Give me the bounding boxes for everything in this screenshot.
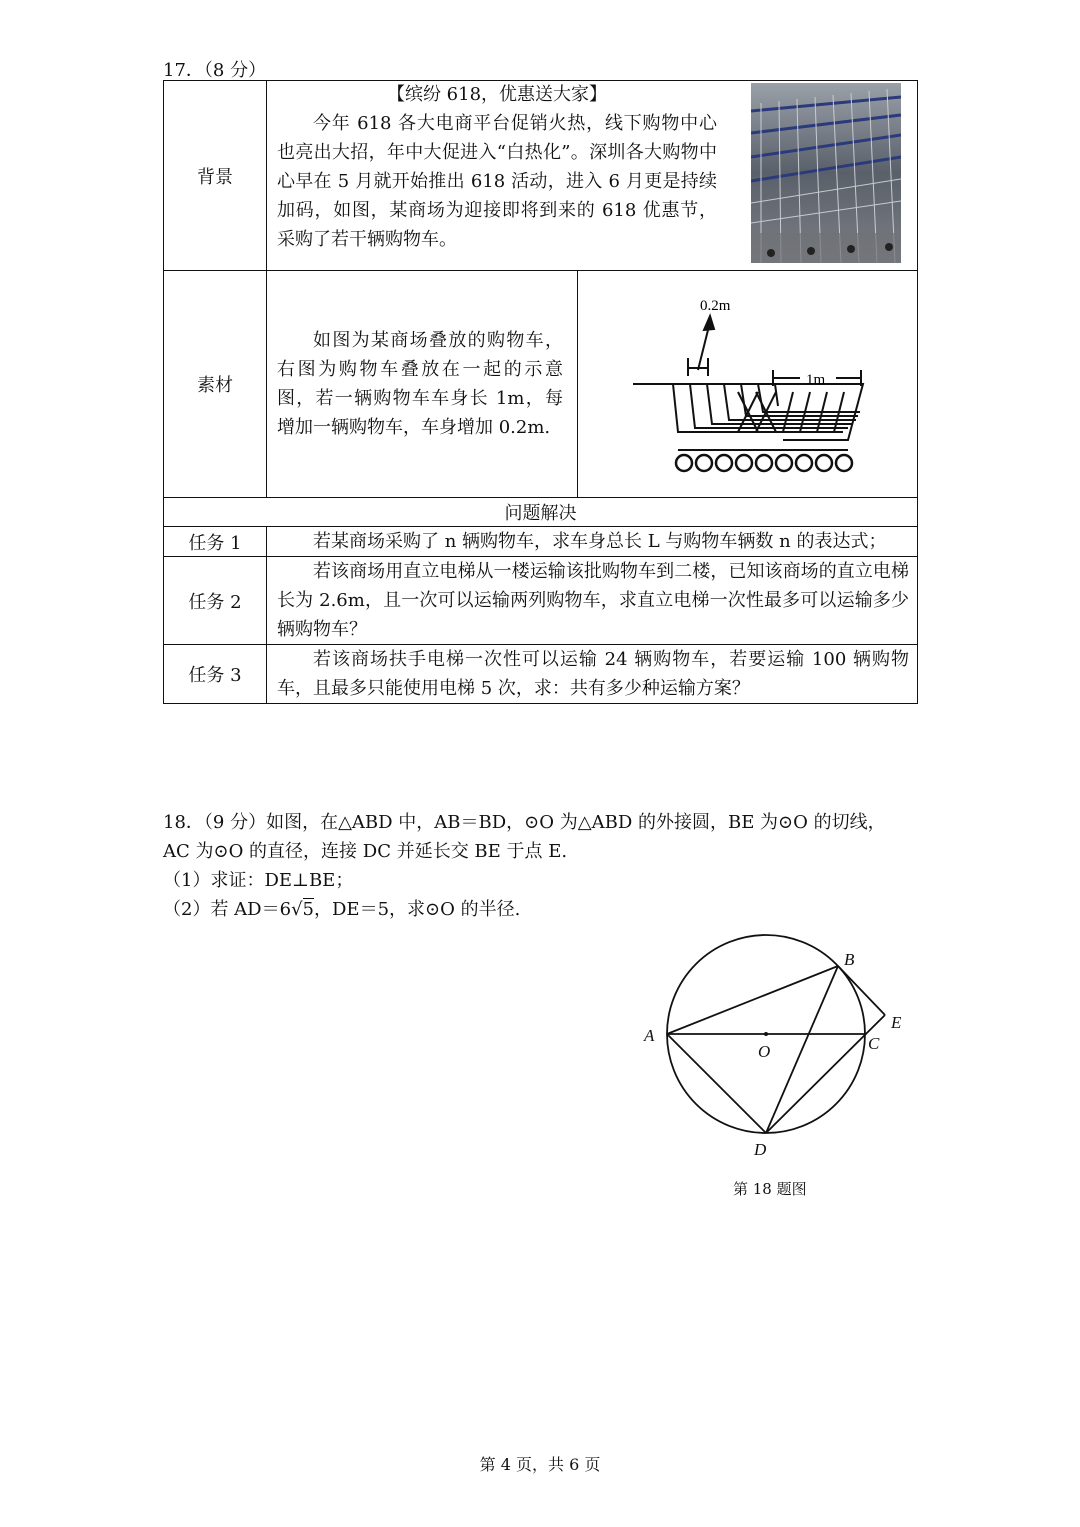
- question-17-table: [163, 80, 918, 704]
- point-a-label: A: [644, 1026, 655, 1045]
- material-diagram-cell: [578, 271, 918, 498]
- stacked-carts-diagram: [578, 272, 918, 497]
- sqrt-symbol: √5: [291, 899, 314, 920]
- task-row: [164, 645, 918, 704]
- page-footer: 第 4 页，共 6 页: [479, 1455, 601, 1474]
- material-label: 素材: [164, 271, 267, 498]
- cart-wheels: [676, 455, 852, 471]
- task-text: 若某商场采购了 n 辆购物车，求车身总长 L 与购物车辆数 n 的表达式；: [313, 531, 887, 552]
- background-title: 【缤纷 618，优惠送大家】: [386, 84, 608, 105]
- q18-part1: （1）求证：DE⊥BE；: [163, 870, 354, 891]
- material-text: 如图为某商场叠放的购物车，右图为购物车叠放在一起的示意图，若一辆购物车车身长 1m，每增加一辆购物车，车身增加 0.2m.: [277, 330, 563, 438]
- background-label: 背景: [164, 81, 267, 271]
- question-17-header: 17．（8 分）: [163, 60, 267, 81]
- task-label: 任务 3: [164, 645, 267, 704]
- question-18: [163, 808, 923, 924]
- task-row: [164, 527, 918, 557]
- point-o-label: O: [758, 1042, 771, 1061]
- background-cell: [267, 81, 918, 271]
- section-title: 问题解决: [164, 498, 918, 527]
- material-text-cell: [267, 271, 578, 498]
- diagram-label-right: 1m: [806, 371, 826, 388]
- point-c-label: C: [868, 1034, 880, 1053]
- section-title-row: [164, 498, 918, 527]
- diagram-label-top: 0.2m: [700, 297, 731, 314]
- figure-18-caption: 第 18 题图: [733, 1180, 807, 1198]
- point-d-label: D: [754, 1140, 767, 1159]
- q18-part2: （2）若 AD＝6√5，DE＝5，求⊙O 的半径.: [163, 895, 923, 924]
- shopping-carts-photo-icon: [751, 83, 901, 263]
- material-row: [164, 271, 918, 498]
- point-b-label: B: [844, 950, 855, 969]
- task-text: 若该商场用直立电梯从一楼运输该批购物车到二楼，已知该商场的直立电梯长为 2.6m，且一次可以运输两列购物车，求直立电梯一次性最多可以运输多少辆购物车？: [277, 561, 909, 640]
- background-row: [164, 81, 918, 271]
- task-row: [164, 557, 918, 645]
- circle-geometry-figure: [630, 925, 920, 1175]
- point-e-label: E: [891, 1013, 902, 1032]
- q18-line: AC 为⊙O 的直径，连接 DC 并延长交 BE 于点 E.: [163, 841, 568, 862]
- task-text: 若该商场扶手电梯一次性可以运输 24 辆购物车，若要运输 100 辆购物车，且最多只能使用电梯 5 次，求：共有多少种运输方案？: [277, 649, 909, 699]
- background-text: 今年 618 各大电商平台促销火热，线下购物中心也亮出大招，年中大促进入“白热化”。深圳各大购物中心早在 5 月就开始推出 618 活动，进入 6 月更是持续加码，如图，某商场为迎接即将到来的 618 优惠节，采购了若干辆购物车。: [277, 113, 717, 250]
- q18-line: 18．（9 分）如图，在△ABD 中，AB＝BD，⊙O 为△ABD 的外接圆，BE 为⊙O 的切线，: [163, 812, 886, 833]
- task-label: 任务 2: [164, 557, 267, 645]
- task-label: 任务 1: [164, 527, 267, 557]
